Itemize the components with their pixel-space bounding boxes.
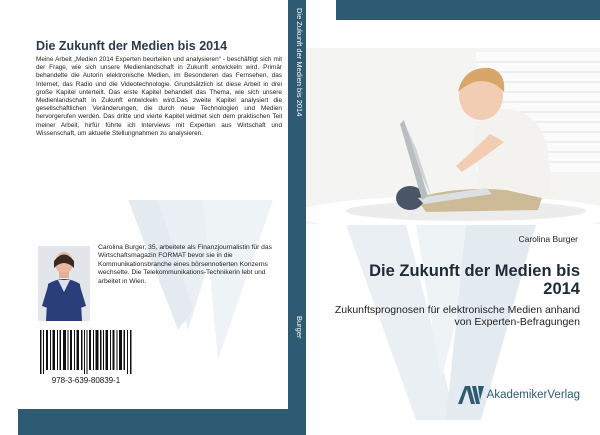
front-title: Die Zukunft der Medien bis 2014 (369, 262, 580, 298)
front-subtitle: Zukunftsprognosen für elektronische Medien anhand von Experten-Befragungen (334, 304, 580, 328)
front-author: Carolina Burger (518, 234, 578, 244)
back-title: Die Zukunft der Medien bis 2014 (36, 39, 228, 53)
spine-title: Die Zukunft der Medien bis 2014 (295, 8, 304, 117)
publisher (458, 383, 580, 407)
author-bio: Carolina Burger, 35, arbeitete als Finanzjournalistin für das Wirtschaftsmagazin FORMAT bevor sie in die Kommunikationsbranche eines börsennotierten Konzerns wechselte. Die Telekommunikations-Technikerin lebt und arbeitet in Wien. (98, 244, 272, 285)
front-cover (306, 0, 600, 435)
author-portrait (38, 246, 90, 321)
book-description: Meine Arbeit „Medien 2014 Experten beurteilen und analysieren“ - beschäftigt sich mit der Frage, wie sich unsere Medienlandschaft in Zukunft entwickeln wird. Primär behandelte die Autorin elektronische Medien, im Besonderen das Fernsehen, das Internet, das Radio und die Videotechnologie. Grundsätzlich ist diese Arbeit in drei große Kapitel unterteilt. Das erste Kapitel behandelt das Thema, wie sich unsere Medienlandschaft in Zukunft entwickeln wird.Das zweite Kapitel analysiert die gesellschaftlichen Veränderungen, die durch neue Technologien und Medien hervorgerufen werden. Das dritte und vierte Kapitel widmet sich dem praktischen Teil meiner Arbeit, hirfür führte ich Interviews mit Experten aus Wirtschaft und Wissenschaft, um aktuelle Stellungnahmen zu analysieren. (36, 56, 282, 137)
barcode (38, 330, 134, 390)
spine-author: Burger (295, 316, 304, 339)
back-cover (18, 0, 288, 435)
book-spine (288, 0, 306, 435)
publisher-name: AkademikerVerlag (486, 389, 580, 401)
av-logo-icon (458, 386, 484, 404)
child-with-laptop-photo (306, 48, 600, 224)
back-bottom-bar (18, 409, 288, 435)
isbn-number: 978-3-639-80839-1 (51, 376, 121, 385)
barcode-icon (40, 330, 132, 374)
